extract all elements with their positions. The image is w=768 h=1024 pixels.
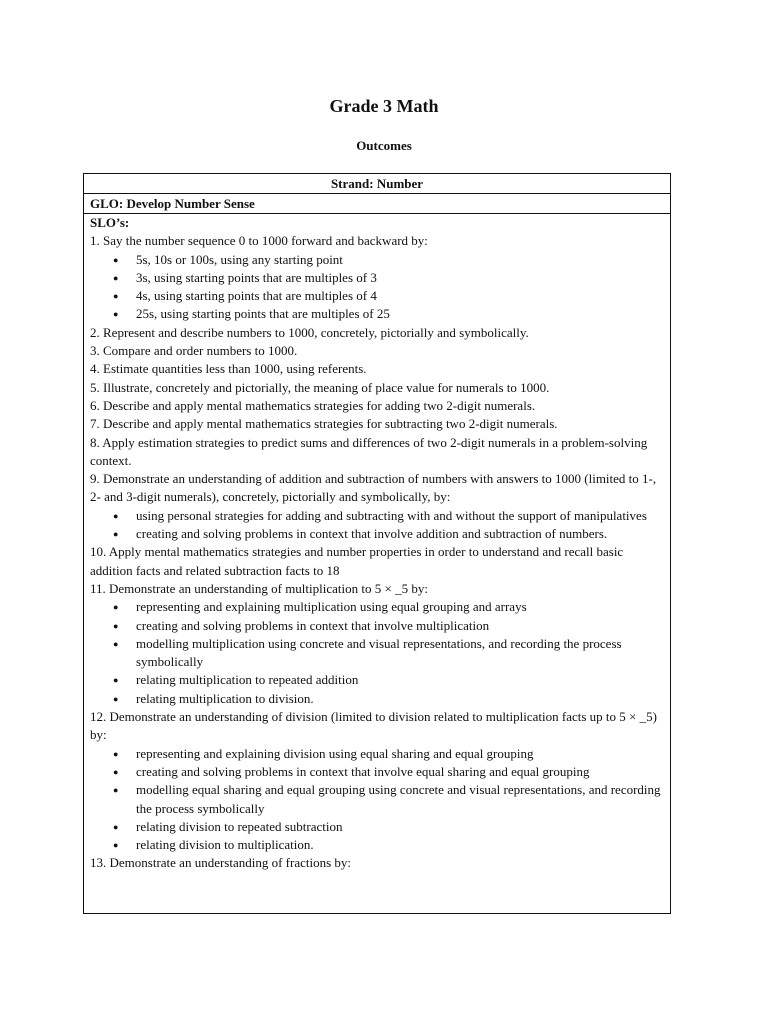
slo-cell <box>84 214 670 873</box>
outcome-list <box>90 232 664 872</box>
bullet-dot-icon: ● <box>113 748 119 759</box>
outcome-bullet <box>90 745 664 763</box>
outcome-bullet-list <box>90 598 664 708</box>
outcome-bullet <box>90 269 664 287</box>
outcome-bullet <box>90 690 664 708</box>
outcome-item: 13. Demonstrate an understanding of fractions by: <box>90 855 352 871</box>
bullet-dot-icon: ● <box>113 638 119 649</box>
bullet-dot-icon: ● <box>113 821 119 832</box>
bullet-dot-icon: ● <box>113 272 119 283</box>
outcome-bullet-text: modelling multiplication using concrete and visual representations, and recording the process symbolically <box>136 635 622 670</box>
outcome-bullet-text: creating and solving problems in context that involve equal sharing and equal grouping <box>136 763 590 779</box>
outcome-item: 12. Demonstrate an understanding of division (limited to division related to multiplication facts up to 5 × _5) by: <box>90 709 657 743</box>
outcome-item: 8. Apply estimation strategies to predict sums and differences of two 2-digit numerals in a problem-solving context. <box>90 434 648 468</box>
outcome-bullet <box>90 525 664 543</box>
outcome-bullet <box>90 287 664 305</box>
outcome-bullet-text: representing and explaining division using equal sharing and equal grouping <box>136 745 534 761</box>
outcome-bullet <box>90 635 664 672</box>
document-title: Grade 3 Math <box>329 96 439 116</box>
bullet-dot-icon: ● <box>113 785 119 796</box>
bullet-dot-icon: ● <box>113 840 119 851</box>
bullet-dot-icon: ● <box>113 766 119 777</box>
outcome-bullet <box>90 617 664 635</box>
bullet-dot-icon: ● <box>113 291 119 302</box>
bullet-dot-icon: ● <box>113 254 119 265</box>
outcome-bullet-text: representing and explaining multiplication using equal grouping and arrays <box>136 599 527 615</box>
outcome-bullet <box>90 836 664 854</box>
outcome-bullet <box>90 763 664 781</box>
glo-header: GLO: Develop Number Sense <box>84 194 670 214</box>
outcome-item: 9. Demonstrate an understanding of addition and subtraction of numbers with answers to 1000 (limited to 1-, 2- and 3-digit numerals), concretely, pictorially and symbolically, by: <box>90 471 657 505</box>
outcome-item: 11. Demonstrate an understanding of multiplication to 5 × _5 by: <box>90 580 428 596</box>
outcome-item: 2. Represent and describe numbers to 1000, concretely, pictorially and symbolically. <box>90 324 529 340</box>
bullet-dot-icon: ● <box>113 529 119 540</box>
bullet-dot-icon: ● <box>113 693 119 704</box>
outcome-item: 5. Illustrate, concretely and pictorially, the meaning of place value for numerals to 1000. <box>90 379 550 395</box>
outcome-bullet-text: using personal strategies for adding and subtracting with and without the support of manipulatives <box>136 507 647 523</box>
outcome-bullet-text: 3s, using starting points that are multiples of 3 <box>136 269 377 285</box>
outcome-bullet-text: relating division to repeated subtraction <box>136 818 343 834</box>
bullet-dot-icon: ● <box>113 602 119 613</box>
outcome-bullet-text: creating and solving problems in context that involve multiplication <box>136 617 490 633</box>
outcome-bullet <box>90 305 664 323</box>
bullet-dot-icon: ● <box>113 309 119 320</box>
outcome-bullet-text: relating multiplication to division. <box>136 690 314 706</box>
outcome-item: 10. Apply mental mathematics strategies and number properties in order to understand and recall basic addition facts and related subtraction facts to 18 <box>90 544 624 578</box>
outcome-bullet-text: 5s, 10s or 100s, using any starting point <box>136 251 343 267</box>
strand-header: Strand: Number <box>84 174 670 194</box>
bullet-dot-icon: ● <box>113 675 119 686</box>
document-subtitle: Outcomes <box>356 138 412 153</box>
outcome-bullet-text: modelling equal sharing and equal grouping using concrete and visual representations, and recording the process symbolically <box>136 782 661 816</box>
outcome-bullet-text: creating and solving problems in context that involve addition and subtraction of numbers. <box>136 526 608 542</box>
outcome-bullet-list <box>90 251 664 324</box>
outcome-item: 6. Describe and apply mental mathematics strategies for adding two 2-digit numerals. <box>90 397 536 413</box>
bullet-dot-icon: ● <box>113 510 119 521</box>
outcome-bullet <box>90 781 664 818</box>
outcome-item: 4. Estimate quantities less than 1000, using referents. <box>90 361 367 377</box>
outcome-bullet <box>90 818 664 836</box>
outcome-bullet-list <box>90 507 664 544</box>
outcome-item: 7. Describe and apply mental mathematics strategies for subtracting two 2-digit numerals. <box>90 416 558 432</box>
outcome-bullet-list <box>90 745 664 855</box>
outcome-bullet-text: relating multiplication to repeated addition <box>136 672 359 688</box>
outcome-item: 1. Say the number sequence 0 to 1000 forward and backward by: <box>90 233 428 249</box>
bullet-dot-icon: ● <box>113 620 119 631</box>
outcome-bullet <box>90 251 664 269</box>
outcome-bullet <box>90 671 664 689</box>
outcome-item: 3. Compare and order numbers to 1000. <box>90 343 298 359</box>
slo-heading: SLO’s: <box>90 215 130 230</box>
outcome-bullet <box>90 598 664 616</box>
outcome-bullet <box>90 507 664 525</box>
outcomes-table <box>83 173 671 914</box>
outcome-bullet-text: relating division to multiplication. <box>136 837 314 853</box>
outcome-bullet-text: 4s, using starting points that are multiples of 4 <box>136 288 377 304</box>
outcome-bullet-text: 25s, using starting points that are multiples of 25 <box>136 306 390 322</box>
